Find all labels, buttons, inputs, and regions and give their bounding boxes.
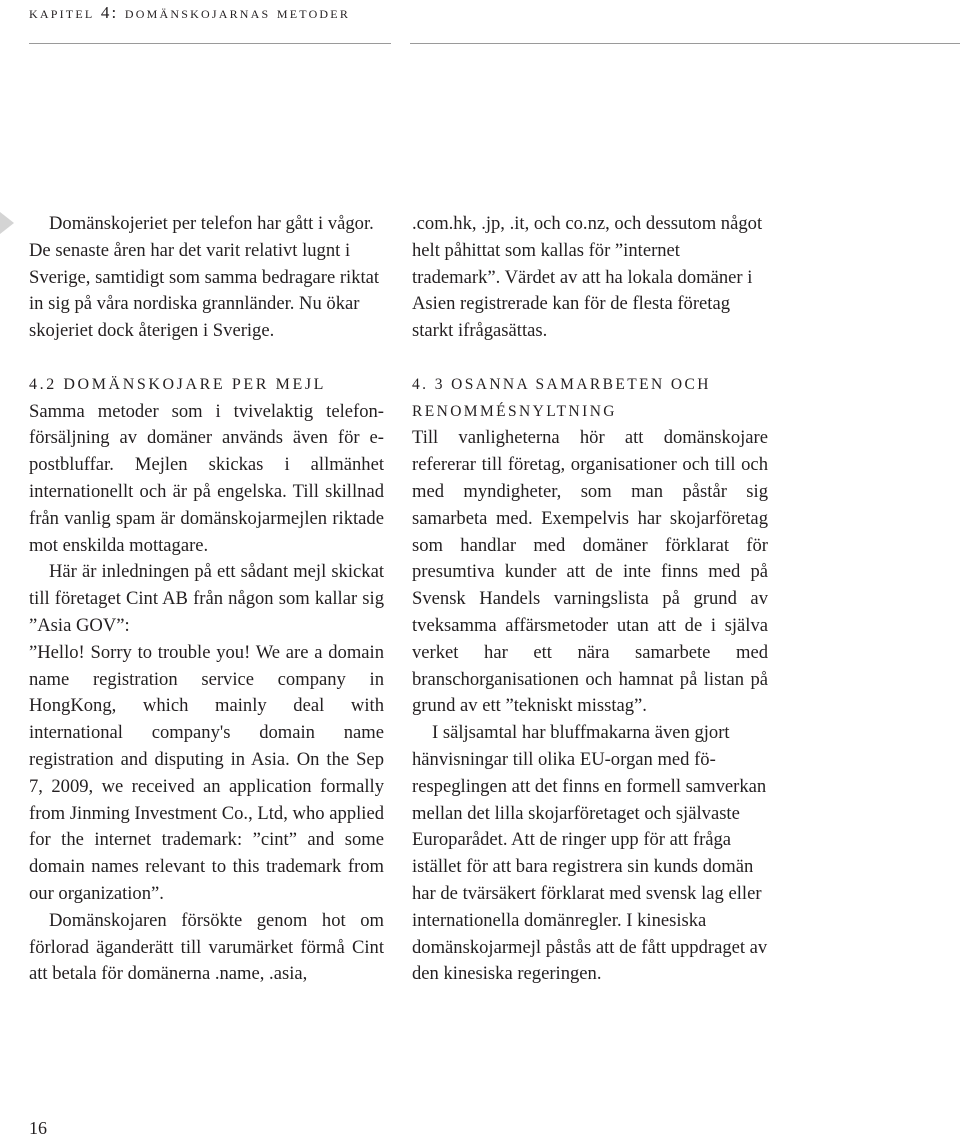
section-heading-4-3: 4. 3 OSANNA SAMARBETEN OCH RENOMMÉSNYLTNING [412,375,711,420]
running-head: kapitel 4: domänskojarnas metoder [29,3,351,22]
quoted-email: ”Hello! Sorry to trouble you! We are a domain name registration service company in HongKong, which mainly deal with international company's domain name registration and disputing in Asia. On the Sep 7, 2009, we received an application formally from Jinming Investment Co., Ltd, who applied for the internet trademark: ”cint” and some domain names relevant to this trademark from our organization”. [29,641,384,904]
intro-paragraph: Domänskojeriet per telefon har gått i vågor. De senaste åren har det varit relativt lugnt i Sverige, samtidigt som samma bedragare riktat in sig på våra nordiska grannländer. Nu ökar skojeriet dock återigen i Sverige. [29,213,380,342]
body-paragraph: Till vanligheterna hör att domänskojare refererar till företag, organisationer och till och med myndigheter, som man påstår sig samarbeta med. Exempelvis har skojarföretag som handlar med domäner förklarat för presumtiva kunder att de inte finns med på Svensk Handels varningslista på grund av tveksamma affärsmetoder utan att de i själva verket har ett nära samarbete med branschorganisationen och hamnat på listan på grund av ett ”tekniskt misstag”. [412,427,768,717]
right-column [412,211,768,988]
body-paragraph: Här är inledningen på ett sådant mejl skickat till företaget Cint AB från någon som kallar sig ”Asia GOV”: [29,561,384,636]
continuation-paragraph: .com.hk, .jp, .it, och co.nz, och dessutom något helt påhittat som kallas för ”internet trademark”. Värdet av att ha lokala domäner i Asien registrerade kan för de flesta företag starkt ifrågasättas. [412,213,763,342]
page-number: 16 [29,1118,47,1138]
header-rule-right [410,43,960,44]
left-column [29,211,384,988]
body-paragraph: Samma metoder som i tvivelaktig telefonförsäljning av domäner används även för e-postbluffar. Mejlen skickas i allmänhet internationellt och är på engelska. Till skillnad från vanlig spam är domänskojarmejlen riktade mot enskilda mottagare. [29,400,384,556]
header-rule-left [29,43,391,44]
section-heading-4-2: 4.2 DOMÄNSKOJARE PER MEJL [29,375,327,393]
body-paragraph: I säljsamtal har bluffmakarna även gjort hänvisningar till olika EU-organ med förespeglingen att det finns en formell samverkan mellan det lilla skojarföretaget och självaste Europarådet. Att de ringer upp för att fråga istället för att bara registrera sin kunds domän har de tvärsäkert förklarat med svensk lag eller internationella domänregler. I kinesiska domänskojarmejl påstås att de fått uppdraget av den kinesiska regeringen. [412,722,768,985]
body-paragraph: Domänskojaren försökte genom hot om förlorad äganderätt till varumärket förmå Cint att betala för domänerna .name, .asia, [29,909,384,985]
continuation-marker-icon [0,212,14,234]
